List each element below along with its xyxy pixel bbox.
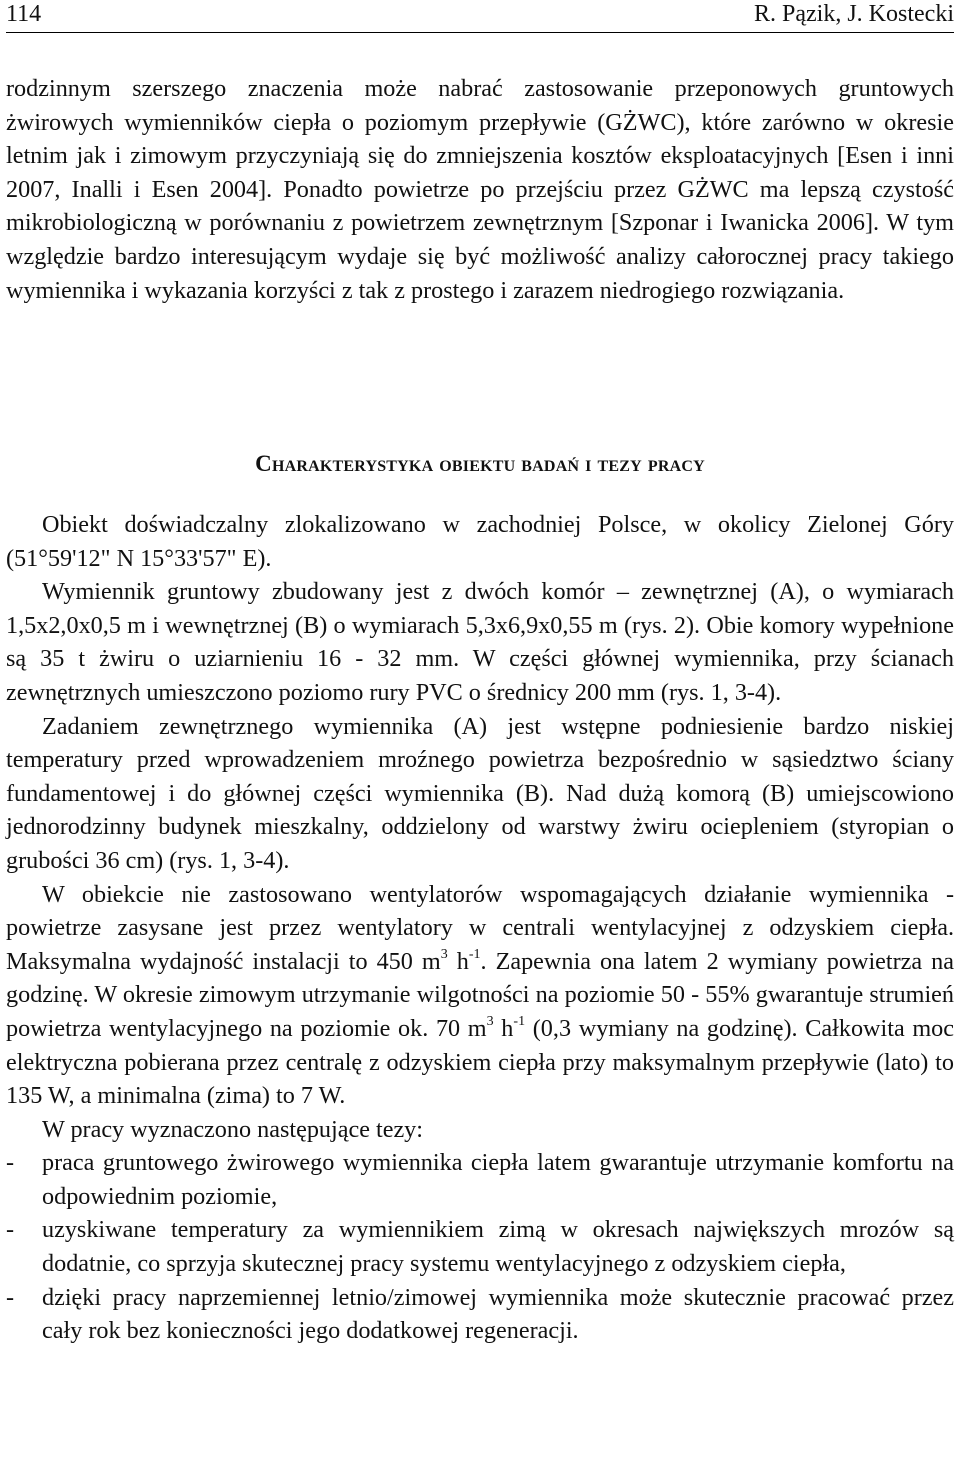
page-number: 114 <box>6 1 42 27</box>
running-header <box>6 0 954 33</box>
fans-text-c: . Zapewnia ona latem 2 wymiany powietrza na godzinę. W okresie zimowym utrzymanie wilgotności na poziomie 50 - 55% gwarantuje strumień powietrza wentylacyjnego na poziomie ok. 70 m <box>6 947 954 1042</box>
paragraph-location: Obiekt doświadczalny zlokalizowano w zachodniej Polsce, w okolicy Zielonej Góry (51°59'12" N 15°33'57" E). <box>6 511 954 572</box>
section-text-block <box>6 508 954 1348</box>
thesis-item <box>6 1146 954 1213</box>
list-dash: - <box>6 1216 15 1244</box>
list-dash: - <box>6 1283 15 1311</box>
thesis-text: uzyskiwane temperatury za wymiennikiem zimą w okresach największych mrozów są dodatnie, co sprzyja skutecznej pracy systemu wentylacyjnego z odzyskiem ciepła, <box>42 1216 954 1278</box>
fans-text-b: h <box>447 947 469 975</box>
running-header-authors: R. Pązik, J. Kostecki <box>754 1 954 27</box>
intro-paragraph: rodzinnym szerszego znaczenia może nabrać zastosowanie przeponowych gruntowych żwirowych wymienników ciepła o poziomym przepływie (GŻWC), które zarówno w okresie letnim jak i zimowym przyczyniają się do zmniejszenia kosztów eksploatacyjnych [Esen i inni 2007, Inalli i Esen 2004]. Ponadto powietrze po przejściu przez GŻWC ma lepszą czystość mikrobiologiczną w porównaniu z powietrzem zewnętrznym [Szponar i Iwanicka 2006]. W tym względzie bardzo interesującym wydaje się być możliwość analizy całorocznej pracy takiego wymiennika i wykazania korzyści z tak z prostego i zarazem niedrogiego rozwiązania. <box>6 75 954 304</box>
fans-text-e: (0,3 wymiany na godzinę). Całkowita moc elektryczna pobierana przez centralę z odzyskiem ciepła przy maksymalnym przepływie (lato) to 135 W, a minimalna (zima) to 7 W. <box>6 1014 955 1110</box>
paragraph-exchanger: Wymiennik gruntowy zbudowany jest z dwóch komór – zewnętrznej (A), o wymiarach 1,5x2,0x0,5 m i wewnętrznej (B) o wymiarach 5,3x6,9x0,55 m (rys. 2). Obie komory wypełnione są 35 t żwiru o uziarnieniu 16 - 32 mm. W części głównej wymiennika, przy ścianach zewnętrznych umieszczono poziomo rury PVC o średnicy 200 mm (rys. 1, 3-4). <box>6 578 954 706</box>
intro-text-block <box>6 72 954 307</box>
paragraph-theses-intro: W pracy wyznaczono następujące tezy: <box>42 1115 423 1143</box>
section-heading: Charakterystyka obiektu badań i tezy pracy <box>255 451 705 476</box>
thesis-item <box>6 1213 954 1280</box>
paragraph-fans <box>6 878 954 1113</box>
thesis-text: praca gruntowego żwirowego wymiennika ciepła latem gwarantuje utrzymanie komfortu na odpowiednim poziomie, <box>42 1149 954 1210</box>
thesis-text: dzięki pracy naprzemiennej letnio/zimowej wymiennika może skutecznie pracować przez cały rok bez konieczności jego dodatkowej regeneracji. <box>42 1283 954 1345</box>
thesis-item <box>6 1281 954 1348</box>
fans-text-a: W obiekcie nie zastosowano wentylatorów wspomagających działanie wymiennika - powietrze zasysane jest przez wentylatory w centrali wentylacyjnej z odzyskiem ciepła. Maksymalna wydajność instalacji to 450 m <box>6 880 954 975</box>
fans-superscript-1: 3 <box>440 946 448 962</box>
paragraph-task: Zadaniem zewnętrznego wymiennika (A) jest wstępne podniesienie bardzo niskiej temperatury przed wprowadzeniem mroźnego powietrza bezpośrednio w sąsiedztwo ściany fundamentowej i do głównej części wymiennika (B). Nad dużą komorą (B) umiejscowiono jednorodzinny budynek mieszkalny, oddzielony od warstwy żwiru ociepleniem (styropian o grubości 36 cm) (rys. 1, 3-4). <box>6 712 954 874</box>
fans-superscript-2: -1 <box>468 946 481 962</box>
fans-text-d: h <box>493 1014 514 1042</box>
fans-superscript-3: 3 <box>486 1013 494 1029</box>
list-dash: - <box>6 1149 15 1177</box>
fans-superscript-4: -1 <box>513 1013 526 1029</box>
